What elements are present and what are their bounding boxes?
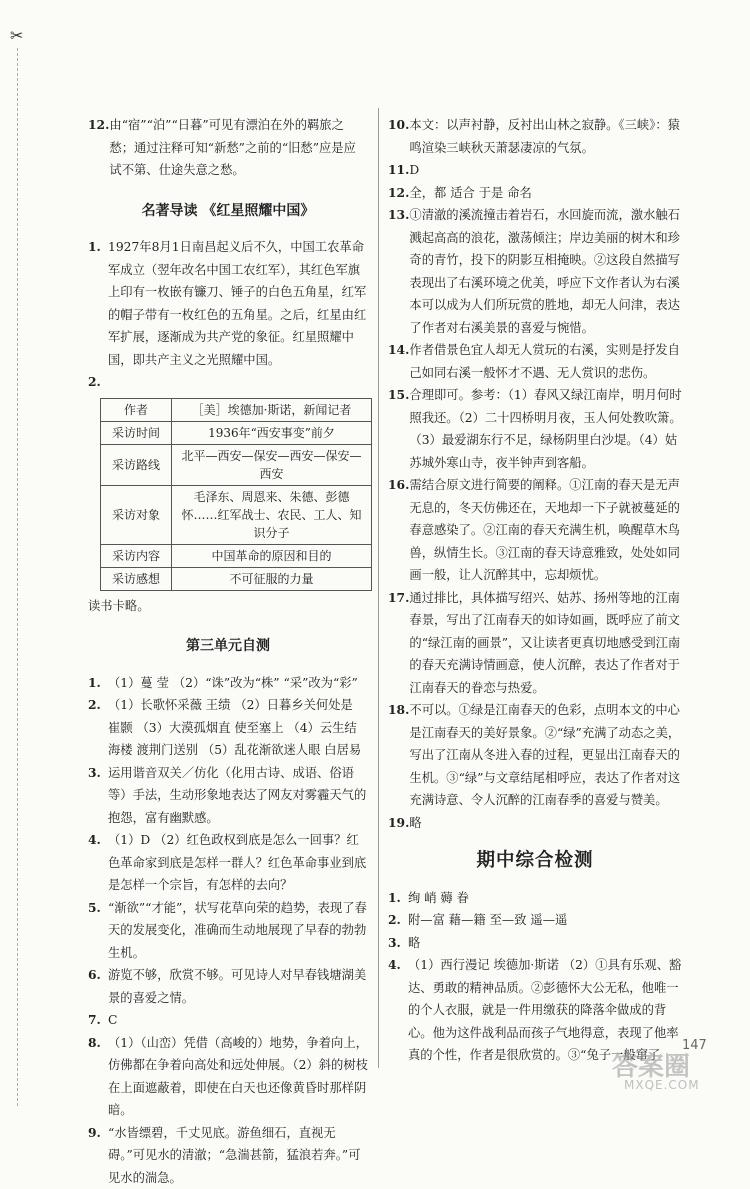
watermark-url: MXQE.COM bbox=[624, 1078, 700, 1092]
item-text: 运用谐音双关／仿化（化用古诗、成语、俗语等）手法，生动形象地表达了网友对雾霾天气的抱怨，富有幽默感。 bbox=[108, 762, 368, 830]
table-value-cell: 北平—西安—保安—西安—保安—西安 bbox=[172, 444, 372, 485]
item-number: 4. bbox=[388, 954, 408, 1067]
list-item bbox=[388, 887, 682, 910]
list-item bbox=[88, 694, 368, 762]
item-number: 12. bbox=[88, 114, 109, 182]
list-item bbox=[388, 812, 682, 835]
scissors-icon: ✂ bbox=[10, 26, 23, 45]
item-number: 1. bbox=[88, 672, 108, 695]
table-value-cell: 不可征服的力量 bbox=[172, 567, 372, 590]
list-item bbox=[88, 371, 368, 394]
list-item bbox=[388, 384, 682, 474]
table-row bbox=[101, 485, 372, 544]
item-text: 略 bbox=[408, 932, 682, 955]
table-key-cell: 作者 bbox=[101, 398, 172, 421]
table-row bbox=[101, 398, 372, 421]
item-number: 11. bbox=[388, 159, 409, 182]
item-text: ①清澈的溪流撞击着岩石，水回旋而流，激水触石溅起高高的浪花，激荡倾注；岸边美丽的树木和珍奇的青竹，投下的阴影互相掩映。②这段自然描写表现出了右溪环境之优美，呼应下文作者认为右溪本可以成为人们所玩赏的胜地，却无人问津，表达了作者对右溪美景的喜爱与惋惜。 bbox=[409, 204, 682, 339]
item-text: “渐欲”“才能”，状写花草向荣的趋势，表现了春天的发展变化，准确而生动地展现了早春的勃勃生机。 bbox=[108, 897, 368, 965]
item-text: 略 bbox=[409, 812, 682, 835]
item-text: 1927年8月1日南昌起义后不久，中国工农革命军成立（翌年改名中国工农红军），其红色军旗上印有一枚嵌有镰刀、锤子的白色五角星，红军的帽子带有一枚红色的五角星。之后，红星由红军扩展，逐渐成为共产党的象征。红星照耀中国，即共产主义之光照耀中国。 bbox=[108, 236, 368, 371]
item-text: （1）西行漫记 埃德加·斯诺 （2）①具有乐观、豁达、勇敢的精神品质。②彭德怀大公无私，他唯一的个人衣服，就是一件用缴获的降落伞做成的背心。他为这件战利品而孩子气地得意，表现了他率真的个性，作者是很欣赏的。③“兔子一般窜了 bbox=[408, 954, 682, 1067]
table-row bbox=[101, 567, 372, 590]
item-text: （1）蔓 莹 （2）“诛”改为“株” “采”改为“彩” bbox=[108, 672, 368, 695]
table-key-cell: 采访路线 bbox=[101, 444, 172, 485]
item-text: 由“宿”“泊”“日暮”可见有漂泊在外的羁旅之愁；通过注释可知“新愁”之前的“旧愁”应是应试不第、仕途失意之愁。 bbox=[109, 114, 368, 182]
item-number: 2. bbox=[388, 909, 408, 932]
item-number: 12. bbox=[388, 182, 409, 205]
table-value-cell: 1936年“西安事变”前夕 bbox=[172, 421, 372, 444]
left-column bbox=[88, 114, 368, 1189]
list-item bbox=[88, 1032, 368, 1122]
item-number: 18. bbox=[388, 699, 409, 812]
cut-line bbox=[17, 48, 18, 1106]
reading-record-table bbox=[100, 398, 372, 591]
answer-list-unit3 bbox=[88, 672, 368, 1189]
item-text: 作者借景色宜人却无人赏玩的右溪，实则是抒发自己如同右溪一般怀才不遇、无人赏识的悲伤。 bbox=[409, 339, 682, 384]
item-number: 1. bbox=[388, 887, 408, 910]
item-text: 游览不够，欣赏不够。可见诗人对早春钱塘湖美景的喜爱之情。 bbox=[108, 964, 368, 1009]
item-number: 19. bbox=[388, 812, 409, 835]
item-text: 绚 峭 薅 眷 bbox=[408, 887, 682, 910]
item-number: 17. bbox=[388, 587, 409, 700]
item-number: 3. bbox=[88, 762, 108, 830]
item-text: 通过排比，具体描写绍兴、姑苏、扬州等地的江南春景，写出了江南春天的如诗如画，既呼应了前文的“绿江南的画景”，又让读者更真切地感受到江南的春天充满诗情画意，使人沉醉，表达了作者对于江南春天的眷恋与热爱。 bbox=[409, 587, 682, 700]
table-row bbox=[101, 544, 372, 567]
reading-note: 读书卡略。 bbox=[88, 595, 368, 618]
item-text: 全，都 适合 于是 命名 bbox=[409, 182, 682, 205]
item-text: D bbox=[409, 159, 682, 182]
list-item bbox=[388, 114, 682, 159]
list-item bbox=[88, 1122, 368, 1189]
section-heading-reading: 名著导读 《红星照耀中国》 bbox=[88, 200, 368, 223]
item-number: 15. bbox=[388, 384, 409, 474]
table-row bbox=[101, 421, 372, 444]
list-item bbox=[88, 114, 368, 182]
section-heading-unit3: 第三单元自测 bbox=[88, 635, 368, 658]
table-key-cell: 采访内容 bbox=[101, 544, 172, 567]
item-text: C bbox=[108, 1009, 368, 1032]
list-item bbox=[388, 182, 682, 205]
list-item bbox=[388, 474, 682, 587]
list-item bbox=[88, 829, 368, 897]
list-item bbox=[388, 159, 682, 182]
item-text: “水皆缥碧，千丈见底。游鱼细石，直视无碍。”可见水的清澈；“急湍甚箭，猛浪若奔。”可见水的湍急。 bbox=[108, 1122, 368, 1189]
list-item bbox=[388, 339, 682, 384]
table-row bbox=[101, 444, 372, 485]
right-column bbox=[388, 114, 682, 1067]
item-text: （1）（山峦）凭借（高峻的）地势，争着向上，仿佛都在争着向高处和远处伸展。（2）斜的树枝在上面遮蔽着，即使在白天也还像黄昏时那样阴暗。 bbox=[108, 1032, 368, 1122]
item-text: 合理即可。参考：（1）春风又绿江南岸，明月何时照我还。（2）二十四桥明月夜，玉人何处教吹箫。（3）最爱湖东行不足，绿杨阴里白沙堤。（4）姑苏城外寒山寺，夜半钟声到客船。 bbox=[409, 384, 682, 474]
answer-list-midterm bbox=[388, 887, 682, 1067]
list-item bbox=[88, 672, 368, 695]
item-number: 6. bbox=[88, 964, 108, 1009]
item-text: 附—富 藉—籍 至—致 遥—遥 bbox=[408, 909, 682, 932]
item-number: 5. bbox=[88, 897, 108, 965]
table-value-cell: 中国革命的原因和目的 bbox=[172, 544, 372, 567]
item-text: （1）D （2）红色政权到底是怎么一回事？红色革命家到底是怎样一群人？红色革命事业到底是怎样一个宗旨，有怎样的去向？ bbox=[108, 829, 368, 897]
list-item bbox=[88, 1009, 368, 1032]
list-item bbox=[388, 909, 682, 932]
list-item bbox=[88, 236, 368, 371]
watermark-logo: 答案圈 bbox=[612, 1046, 690, 1083]
table-key-cell: 采访对象 bbox=[101, 485, 172, 544]
item-number: 7. bbox=[88, 1009, 108, 1032]
list-item bbox=[388, 587, 682, 700]
answer-list-unit2-end bbox=[88, 114, 368, 182]
list-item bbox=[388, 932, 682, 955]
table-value-cell: 毛泽东、周恩来、朱德、彭德怀……红军战士、农民、工人、知识分子 bbox=[172, 485, 372, 544]
column-divider bbox=[378, 108, 379, 1068]
item-number: 16. bbox=[388, 474, 409, 587]
item-number: 4. bbox=[88, 829, 108, 897]
list-item bbox=[88, 762, 368, 830]
list-item bbox=[88, 897, 368, 965]
section-heading-midterm: 期中综合检测 bbox=[388, 850, 682, 873]
table-key-cell: 采访时间 bbox=[101, 421, 172, 444]
item-number: 2. bbox=[88, 694, 108, 762]
page-number: 147 bbox=[682, 1038, 707, 1053]
list-item bbox=[388, 204, 682, 339]
item-number: 10. bbox=[388, 114, 409, 159]
item-number: 9. bbox=[88, 1122, 108, 1189]
item-text: （1）长歌怀采薇 王绩 （2）日暮乡关何处是 崔颢 （3）大漠孤烟直 使至塞上 （4）云生结海楼 渡荆门送别 （5）乱花渐欲迷人眼 白居易 bbox=[108, 694, 368, 762]
answer-list-unit3-cont bbox=[388, 114, 682, 834]
item-number: 14. bbox=[388, 339, 409, 384]
item-number: 2. bbox=[88, 371, 108, 394]
table-key-cell: 采访感想 bbox=[101, 567, 172, 590]
list-item bbox=[88, 964, 368, 1009]
item-text: 本文：以声衬静，反衬出山林之寂静。《三峡》：猿鸣渲染三峡秋天萧瑟凄凉的气氛。 bbox=[409, 114, 682, 159]
item-number: 3. bbox=[388, 932, 408, 955]
item-text: 不可以。①绿是江南春天的色彩，点明本文的中心是江南春天的美好景象。②“绿”充满了动态之美，写出了江南从冬进入春的过程，更显出江南春天的生机。③“绿”与文章结尾相呼应，表达了作者对这充满诗意、令人沉醉的江南春季的喜爱与赞美。 bbox=[409, 699, 682, 812]
item-number: 1. bbox=[88, 236, 108, 371]
table-value-cell: ［美］埃德加·斯诺，新闻记者 bbox=[172, 398, 372, 421]
list-item bbox=[388, 699, 682, 812]
item-number: 8. bbox=[88, 1032, 108, 1122]
item-text: 需结合原文进行简要的阐释。①江南的春天是无声无息的，冬天仿佛还在，天地却一下子就被蔓延的春意感染了。②江南的春天充满生机，唤醒草木鸟兽，纵情生长。③江南的春天诗意雅致，处处如同画一般，让人沉醉其中，忘却烦忧。 bbox=[409, 474, 682, 587]
item-number: 13. bbox=[388, 204, 409, 339]
